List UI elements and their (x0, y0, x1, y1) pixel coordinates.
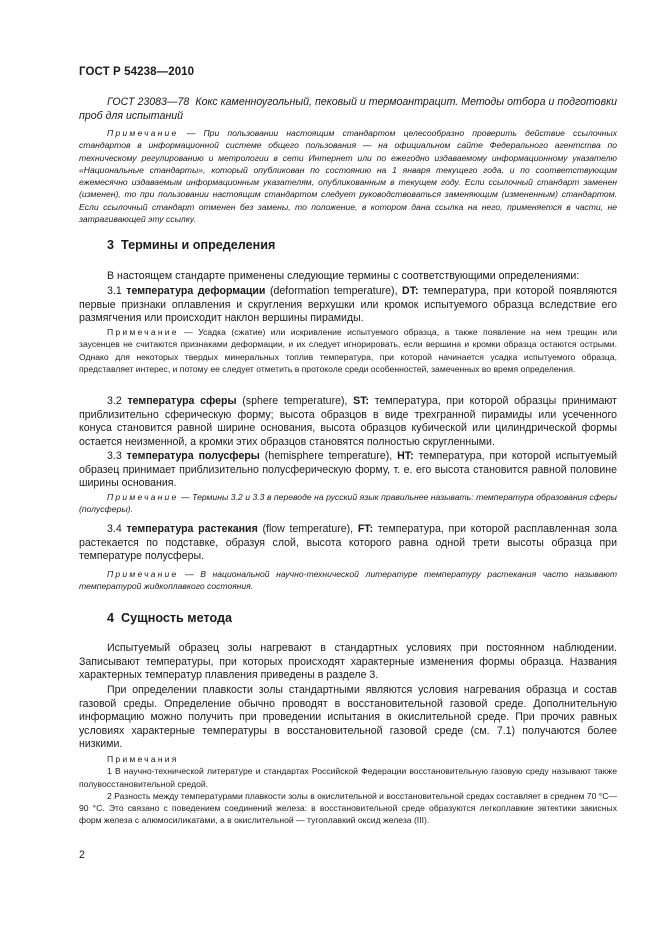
document-code-header: ГОСТ Р 54238—2010 (79, 66, 195, 78)
term-english: (sphere temperature), (242, 395, 348, 407)
note-label: Примечание (107, 492, 179, 502)
section-4-paragraph-1 (79, 642, 617, 683)
note-3-3 (79, 491, 617, 516)
term-name: температура сферы (127, 395, 237, 407)
note-item-2: 2 Разность между температурами плавкости золы в окислительной и восстановительной средах составляет в среднем 70 °C—90 °C. Это связано с поведением соединений железа: в восстановительной среде образуются легкоплавкие эвтектики закисных форм железа с алюмосиликатами, а в окислительной — тугоплавкий оксид железа (III). (79, 790, 617, 826)
intro-paragraph: В настоящем стандарте применены следующие термины с соответствующими определениями: (107, 270, 580, 282)
note-label: Примечание (107, 128, 179, 138)
note-3-4 (79, 568, 617, 593)
section-number: 4 (107, 611, 115, 625)
term-name: температура деформации (126, 285, 266, 297)
term-abbreviation: FT: (357, 523, 374, 535)
note-body: — В национальной научно-технической литературе температуру растекания часто называют температурой жидкоплавкого состояния. (79, 569, 617, 592)
term-english: (deformation temperature), (269, 285, 398, 297)
note-label: Примечание (107, 569, 179, 579)
section-4-notes (79, 753, 617, 827)
term-definition (79, 450, 617, 491)
note-body: — При пользовании настоящим стандартом целесообразно проверить действие ссылочных стандартов в информационной системе общего пользования — на официальном сайте Федерального агентства по техническому регулированию и метрологии в сети Интернет или по ежегодно издаваемому информационному указателю «Национальные стандарты», который опубликован по состоянию на 1 января текущего года, и по соответствующим ежемесячно издаваемым информационным указателям, опубликованным в текущем году. Если ссылочный стандарт заменен (изменен), то при пользовании настоящим стандартом следует руководствоваться заменяющим (измененным) стандартом. Если ссылочный стандарт отменен без замены, то положение, в котором дана ссылка на него, применяется в части, не затрагивающей эту ссылку. (79, 128, 618, 225)
reference-entry (79, 96, 617, 123)
term-number: 3.4 (107, 523, 122, 535)
reference-code: ГОСТ 23083—78 (107, 96, 190, 108)
term-english: (hemisphere temperature), (264, 450, 393, 462)
notes-label (79, 753, 617, 765)
term-number: 3.3 (107, 450, 122, 462)
body-paragraph: Испытуемый образец золы нагревают в стандартных условиях при постоянном наблюдении. Записывают температуры, при которых происходят характерные изменения формы образца. Названия характерных температур плавления приведены в разделе 3. (79, 642, 617, 681)
term-english: (flow temperature), (262, 523, 354, 535)
normative-reference (79, 96, 617, 123)
reference-title: Кокс каменноугольный, пековый и термоантрацит. Методы отбора и подготовки проб для испытаний (79, 96, 617, 122)
section-4-heading (107, 611, 232, 625)
term-abbreviation: DT: (402, 285, 419, 297)
term-3-3 (79, 450, 617, 491)
term-3-4 (79, 523, 617, 564)
term-abbreviation: ST: (353, 395, 370, 407)
note-body: — Термины 3.2 и 3.3 в переводе на русский язык правильнее называть: температура образования сферы (полусферы). (79, 492, 618, 515)
notes-heading: Примечания (107, 754, 179, 764)
section-4-paragraph-2 (79, 684, 617, 752)
term-definition (79, 523, 617, 564)
term-definition (79, 395, 617, 449)
section-title: Термины и определения (121, 238, 276, 252)
note-text (79, 491, 617, 516)
note-text (79, 568, 617, 593)
term-text: температура, при которой расплавленная зола растекается по подставке, образуя слой, высота которого равна одной трети высоты образца при температуре полусферы. (79, 523, 618, 562)
term-number: 3.1 (107, 285, 122, 297)
note-references-text (79, 127, 617, 225)
term-number: 3.2 (107, 395, 122, 407)
term-definition (79, 285, 617, 326)
page-number: 2 (79, 849, 85, 861)
section-title: Сущность метода (121, 611, 232, 625)
note-item-1: 1 В научно-технической литературе и стандартах Российской Федерации восстановительную газовую среду называют также полувосстановительной средой. (79, 766, 617, 789)
section-3-intro (79, 270, 617, 284)
section-3-heading (107, 238, 275, 252)
term-text: температура, при которой образцы принимают приблизительно сферическую форму; высота образцов в виде трехгранной пирамиды или усеченного конуса становится равной ширине основания, высота образцов кубической или цилиндрической формы остается неизменной, а кромки этих образцов становятся полностью скругленными. (79, 395, 617, 448)
term-text: температура, при которой появляются первые признаки оплавления и скругления верхушки или кромок испытуемого образца вследствие его размягчения или происходит наклон вершины пирамиды. (79, 285, 617, 324)
note-label: Примечание (107, 327, 179, 337)
note-3-1 (79, 326, 617, 375)
term-name: температура полусферы (126, 450, 260, 462)
term-abbreviation: HT: (397, 450, 414, 462)
note-body: — Усадка (сжатие) или искривление испытуемого образца, а также появление на нем трещин или заусенцев не считаются признаками деформации, и их следует игнорировать, если вершина и кромки образца остаются острыми. Однако для некоторых твердых минеральных топлив температура, при которой начинается усадка испытуемого образца, представляет интерес, и потому ее следует отметить в протоколе среди особенностей, замеченных во время определения. (79, 327, 618, 374)
term-3-1 (79, 285, 617, 326)
note-text (79, 326, 617, 375)
body-paragraph: При определении плавкости золы стандартными являются условия нагревания образца и состав газовой среды. Определение обычно проводят в восстановительной газовой среде. Дополнительную информацию можно получить при проведении испытания в окислительной среде. При прочих равных условиях характерные температуры в восстановительной газовой среде (см. 7.1) получаются более низкими. (79, 684, 617, 750)
note-references (79, 127, 617, 225)
section-number: 3 (107, 238, 115, 252)
term-name: температура растекания (126, 523, 258, 535)
term-text: температура, при которой испытуемый образец принимает приблизительно полусферическую форму, т. е. его высота становится равной половине ширины основания. (79, 450, 618, 489)
term-3-2 (79, 395, 617, 449)
